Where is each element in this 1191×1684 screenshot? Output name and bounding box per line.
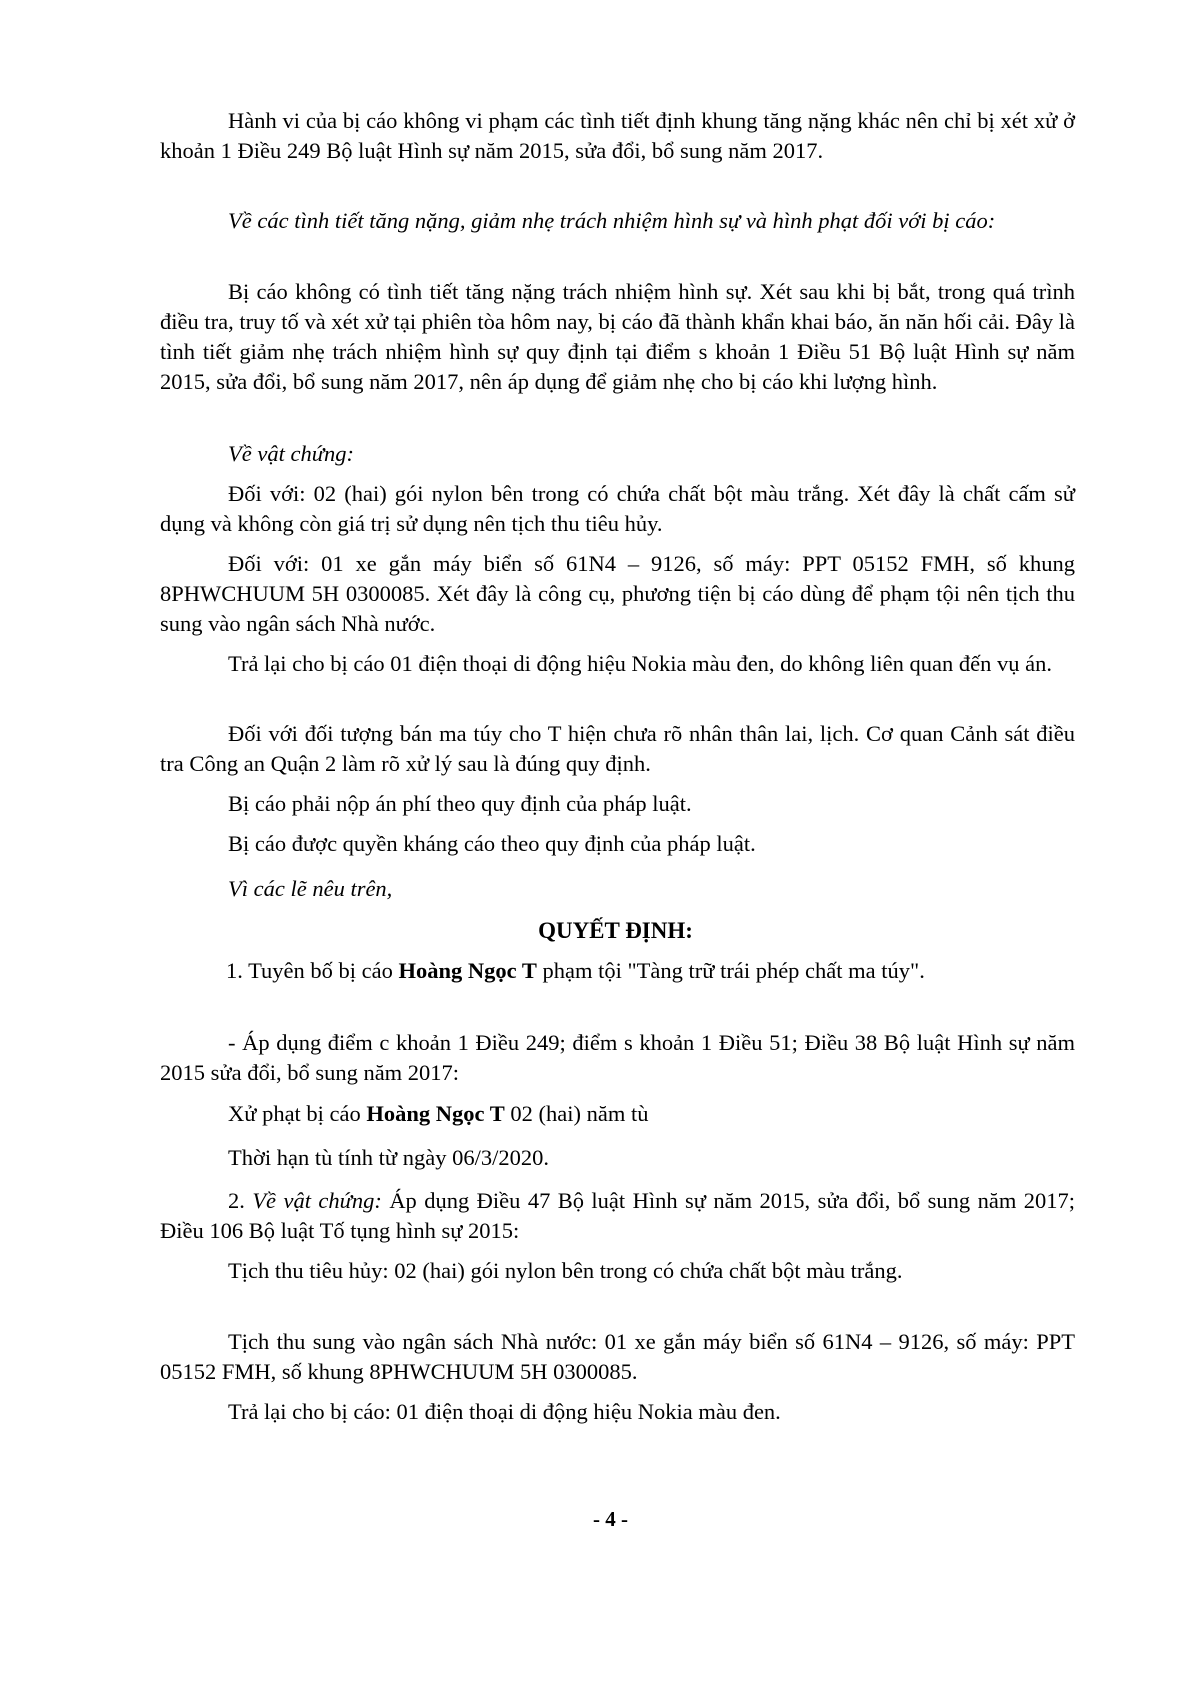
- heading-evidence: Về vật chứng:: [228, 441, 354, 466]
- decision-2-heading: Về vật chứng:: [252, 1188, 382, 1213]
- paragraph-offense-classification: Hành vi của bị cáo không vi phạm các tình tiết định khung tăng nặng khác nên chỉ bị xét xử ở khoản 1 Điều 249 Bộ luật Hình sự năm 2015, sửa đổi, bổ sung năm 2017.: [160, 108, 1075, 163]
- decision-confiscate-destroy: Tịch thu tiêu hủy: 02 (hai) gói nylon bên trong có chứa chất bột màu trắng.: [228, 1258, 903, 1283]
- decision-title: QUYẾT ĐỊNH:: [538, 918, 693, 943]
- decision-sentence: [228, 1099, 1075, 1129]
- paragraph-evidence-nylon: Đối với: 02 (hai) gói nylon bên trong có chứa chất bột màu trắng. Xét đây là chất cấm sử dụng và không còn giá trị sử dụng nên tịch thu tiêu hủy.: [160, 481, 1075, 536]
- decision-sentence-start-date: Thời hạn tù tính từ ngày 06/3/2020.: [228, 1145, 549, 1170]
- decision-2-number: 2.: [228, 1188, 253, 1213]
- heading-aggravating-mitigating: Về các tình tiết tăng nặng, giảm nhẹ trách nhiệm hình sự và hình phạt đối với bị cáo:: [228, 208, 996, 233]
- decision-1-text-post: phạm tội "Tàng trữ trái phép chất ma túy".: [536, 958, 925, 983]
- decision-1-text-pre: 1. Tuyên bố bị cáo: [226, 958, 399, 983]
- paragraph-mitigating-circumstances: Bị cáo không có tình tiết tăng nặng trách nhiệm hình sự. Xét sau khi bị bắt, trong quá trình điều tra, truy tố và xét xử tại phiên tòa hôm nay, bị cáo đã thành khẩn khai báo, ăn năn hối cải. Đây là tình tiết giảm nhẹ trách nhiệm hình sự quy định tại điểm s khoản 1 Điều 51 Bộ luật Hình sự năm 2015, sửa đổi, bổ sung năm 2017, nên áp dụng để giảm nhẹ cho bị cáo khi lượng hình.: [160, 279, 1075, 394]
- decision-return-phone: Trả lại cho bị cáo: 01 điện thoại di động hiệu Nokia màu đen.: [228, 1399, 781, 1424]
- defendant-name: Hoàng Ngọc T: [366, 1101, 505, 1126]
- sentence-text-pre: Xử phạt bị cáo: [228, 1101, 367, 1126]
- decision-applied-articles: - Áp dụng điểm c khoản 1 Điều 249; điểm s khoản 1 Điều 51; Điều 38 Bộ luật Hình sự năm 2015 sửa đổi, bổ sung năm 2017:: [160, 1030, 1075, 1085]
- decision-confiscate-state-budget: Tịch thu sung vào ngân sách Nhà nước: 01 xe gắn máy biển số 61N4 – 9126, số máy: PPT 05152 FMH, số khung 8PHWCHUUM 5H 0300085.: [160, 1329, 1075, 1384]
- paragraph-evidence-phone: Trả lại cho bị cáo 01 điện thoại di động hiệu Nokia màu đen, do không liên quan đến vụ án.: [228, 651, 1053, 676]
- paragraph-court-fee: Bị cáo phải nộp án phí theo quy định của pháp luật.: [228, 791, 692, 816]
- defendant-name: Hoàng Ngọc T: [398, 958, 537, 983]
- decision-2-text: Áp dụng Điều 47 Bộ luật Hình sự năm 2015, sửa đổi, bổ sung năm 2017; Điều 106 Bộ luật Tố tụng hình sự 2015:: [160, 1188, 1076, 1243]
- paragraph-drug-seller: Đối với đối tượng bán ma túy cho T hiện chưa rõ nhân thân lai, lịch. Cơ quan Cảnh sát điều tra Công an Quận 2 làm rõ xử lý sau là đúng quy định.: [160, 721, 1075, 776]
- page-number: - 4 -: [593, 1507, 628, 1531]
- paragraph-appeal-right: Bị cáo được quyền kháng cáo theo quy định của pháp luật.: [228, 831, 756, 856]
- sentence-text-post: 02 (hai) năm tù: [504, 1101, 649, 1126]
- decision-item-2-evidence: [160, 1186, 1075, 1246]
- paragraph-evidence-motorbike: Đối với: 01 xe gắn máy biển số 61N4 – 9126, số máy: PPT 05152 FMH, số khung 8PHWCHUUM 5H 0300085. Xét đây là công cụ, phương tiện bị cáo dùng để phạm tội nên tịch thu sung vào ngân sách Nhà nước.: [160, 551, 1075, 636]
- paragraph-reasons: Vì các lẽ nêu trên,: [228, 876, 393, 901]
- decision-item-1: [158, 956, 1075, 986]
